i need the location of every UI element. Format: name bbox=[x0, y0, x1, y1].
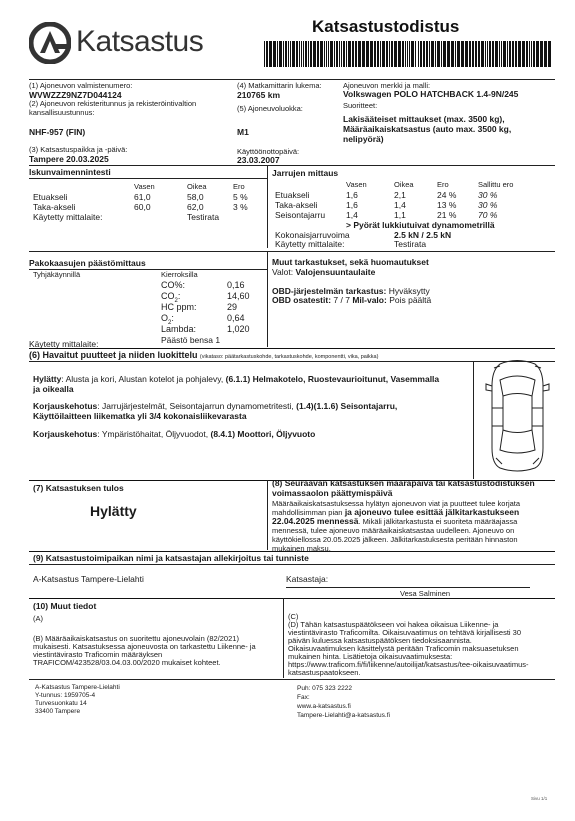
other-info-d7: katsastuspaatokseen. bbox=[288, 668, 361, 677]
other-info-a: (A) bbox=[33, 614, 43, 623]
purpose-line-3: nelipyörä) bbox=[343, 134, 384, 144]
next-text-4: mennessä, tulee ajoneuvo määräaikaiskatsastaa uudelleen. Ajoneuvo on bbox=[272, 526, 515, 535]
vin-label: (1) Ajoneuvon valmistenumero: bbox=[29, 81, 133, 90]
brakes-row-label: Etuakseli bbox=[275, 190, 310, 200]
footer-address bbox=[35, 684, 120, 716]
defects-title: (6) Havaitut puutteet ja niiden luokittelu bbox=[29, 350, 198, 360]
inspector-label: Katsastaja: bbox=[286, 574, 329, 584]
repair1-label: Korjauskehotus bbox=[33, 401, 98, 411]
lights-label: Valot: bbox=[272, 267, 294, 277]
intro-value: 23.03.2007 bbox=[237, 155, 280, 165]
emissions-row bbox=[161, 324, 196, 335]
emissions-idle: Tyhjäkäynnillä bbox=[33, 270, 81, 279]
emissions-row-sub: 2 bbox=[168, 319, 172, 326]
car-diagram bbox=[480, 356, 555, 476]
brakes-row-left: 1,6 bbox=[346, 200, 358, 210]
make-label: Ajoneuvon merkki ja malli: bbox=[343, 81, 431, 90]
alignment-title: Iskunvaimennintesti bbox=[29, 167, 111, 177]
other-info-b1: (B) Määräaikaiskatsastus on suoritettu ajoneuvolain (82/2021) bbox=[33, 634, 239, 643]
brakes-total-label: Kokonaisjarruvoima bbox=[275, 230, 350, 240]
defect-repair-2 bbox=[33, 429, 473, 439]
other-info-b3: viestintävirasto Traficomin määräyksen bbox=[33, 650, 163, 659]
intro-label: Käyttöönottopäivä: bbox=[237, 147, 300, 156]
footer-fax: Fax: bbox=[297, 694, 310, 701]
rejected-detail: (6.1.1) Helmakotelo, Ruostevaurioitunut, Vasemmalla bbox=[225, 374, 440, 384]
alignment-row-left: 61,0 bbox=[134, 192, 151, 202]
mil-label: Mil-valo: bbox=[352, 295, 387, 305]
brakes-row-allowed: 30 % bbox=[478, 190, 498, 200]
page-number: Sivu 1/1 bbox=[531, 796, 548, 801]
emissions-row-value: 14,60 bbox=[227, 291, 250, 301]
signature-place: A-Katsastus Tampere-Lielahti bbox=[33, 574, 144, 584]
emissions-fuel: Päästö bensa 1 bbox=[161, 335, 221, 345]
repair1-detail: (1.4)(1.1.6) Seisontajarru, bbox=[296, 401, 398, 411]
obd-tests-row bbox=[272, 295, 431, 305]
brakes-col-diff: Ero bbox=[437, 180, 449, 189]
brakes-total: 2.5 kN / 2.5 kN bbox=[394, 230, 452, 240]
footer-company: A-Katsastus Tampere-Lielahti bbox=[35, 684, 120, 691]
next-text-1: Määräaikaiskatsastuksessa hylätyn ajoneuvon viat ja puutteet tulee korjata bbox=[272, 499, 521, 508]
footer-city: 33400 Tampere bbox=[35, 708, 81, 715]
brand-name: Katsastus bbox=[76, 25, 204, 58]
brakes-col-allowed: Sallittu ero bbox=[478, 180, 514, 189]
alignment-row-left: 60,0 bbox=[134, 202, 151, 212]
other-info-d6: https://www.traficom.fi/fi/liikenne/autoilijat/katsastus/tee-oikaisuvaatimus- bbox=[288, 660, 529, 669]
brakes-device: Testirata bbox=[394, 239, 427, 249]
brakes-row-allowed: 70 % bbox=[478, 210, 498, 220]
obd-label: OBD-järjestelmän tarkastus: bbox=[272, 286, 387, 296]
brakes-row-right: 1,1 bbox=[394, 210, 406, 220]
alignment-row-diff: 5 % bbox=[233, 192, 248, 202]
katsastus-logo-icon bbox=[29, 22, 71, 64]
alignment-device: Testirata bbox=[187, 212, 220, 222]
next-text-2a: mahdollisimman pian bbox=[272, 508, 343, 517]
brakes-row-allowed: 30 % bbox=[478, 200, 498, 210]
emissions-row-suffix: : bbox=[171, 313, 174, 323]
rejected-detail-2: ja oikealla bbox=[33, 384, 74, 394]
defect-repair-1 bbox=[33, 401, 473, 421]
inspector-name: Vesa Salminen bbox=[400, 589, 451, 598]
lights-row bbox=[272, 267, 375, 277]
repair2-text: : Ympäristöhaitat, Öljyvuodot, bbox=[97, 429, 209, 439]
brakes-device-label: Käytetty mittalaite: bbox=[275, 239, 345, 249]
odo-value: 210765 km bbox=[237, 90, 281, 100]
repair2-detail: (8.4.1) Moottori, Öljyvuoto bbox=[210, 429, 316, 439]
odo-label: (4) Matkamittarin lukema: bbox=[237, 81, 322, 90]
other-info-d5: mukainen hinta. Lisätietoja oikaisuvaatimuksesta: bbox=[288, 652, 453, 661]
brakes-row-diff: 24 % bbox=[437, 190, 457, 200]
defect-rejected bbox=[33, 374, 473, 394]
barcode bbox=[264, 41, 554, 67]
other-info-d1: (D) Tähän katsastuspäätökseen voi hakea oikaisua Liikenne- ja bbox=[288, 620, 499, 629]
obd-tests-value: 7 / 7 bbox=[333, 295, 350, 305]
make-value: Volkswagen POLO HATCHBACK 1.4-9N/245 bbox=[343, 89, 519, 99]
footer-web[interactable]: www.a-katsastus.fi bbox=[297, 703, 351, 710]
emissions-row-value: 0,16 bbox=[227, 280, 245, 290]
alignment-row-right: 58,0 bbox=[187, 192, 204, 202]
vin-value: WVWZZZ9NZ7D044124 bbox=[29, 90, 122, 100]
brakes-row-label: Taka-akseli bbox=[275, 200, 318, 210]
alignment-row-label: Etuakseli bbox=[33, 192, 68, 202]
next-title-2: voimassaolon päättymispäivä bbox=[272, 488, 393, 498]
emissions-row-label: CO bbox=[161, 291, 175, 301]
repair2-label: Korjauskehotus bbox=[33, 429, 98, 439]
defects-title-note: (vikataso: päätarkastuskohde, tarkastuskohde, komponentti, vika, paikka) bbox=[199, 354, 379, 360]
emissions-row-sub: 2 bbox=[174, 297, 178, 304]
alignment-row-label: Taka-akseli bbox=[33, 202, 76, 212]
brakes-row-diff: 21 % bbox=[437, 210, 457, 220]
emissions-row-label: HC ppm: bbox=[161, 302, 197, 312]
obd-value: Hyväksytty bbox=[388, 286, 430, 296]
brakes-row-right: 1,4 bbox=[394, 200, 406, 210]
alignment-device-label: Käytetty mittalaite: bbox=[33, 212, 103, 222]
reg-label-2: kansallisuustunnus: bbox=[29, 108, 95, 117]
repair1-text: : Jarrujärjestelmät, Seisontajarrun dynamometritesti, bbox=[97, 401, 294, 411]
result-title: (7) Katsastuksen tulos bbox=[33, 483, 124, 493]
footer-contact bbox=[297, 684, 390, 720]
next-date: 22.04.2025 mennessä bbox=[272, 516, 359, 526]
alignment-col-right: Oikea bbox=[187, 182, 207, 191]
emissions-row-value: 0,64 bbox=[227, 313, 245, 323]
brakes-row-left: 1,6 bbox=[346, 190, 358, 200]
class-value: M1 bbox=[237, 127, 249, 137]
document-title: Katsastustodistus bbox=[312, 17, 460, 36]
place-value: Tampere 20.03.2025 bbox=[29, 154, 109, 164]
brand-logo bbox=[29, 22, 204, 64]
brakes-col-left: Vasen bbox=[346, 180, 367, 189]
alignment-row-diff: 3 % bbox=[233, 202, 248, 212]
lights-value: Valojensuuntaulaite bbox=[295, 267, 376, 277]
class-label: (5) Ajoneuvoluokka: bbox=[237, 104, 303, 113]
footer-phone: Puh: 075 323 2222 bbox=[297, 685, 352, 692]
footer-email[interactable]: Tampere-Lielahti@a-katsastus.fi bbox=[297, 712, 390, 719]
place-label: (3) Katsastuspaikka ja -päivä: bbox=[29, 145, 128, 154]
repair1-detail-2: Käyttöilaitteen liikematka yli 3/4 kokonaisliikevarasta bbox=[33, 411, 247, 421]
emissions-row-label: O bbox=[161, 313, 169, 323]
emissions-title: Pakokaasujen päästömittaus bbox=[29, 258, 146, 268]
other-info-d4: Oikaisuvaatimuksen käsittelystä peritään Traficomin maksuasetuksen bbox=[288, 644, 519, 653]
emissions-row-suffix: : bbox=[177, 291, 181, 301]
emissions-row-label: CO%: bbox=[161, 280, 186, 290]
reg-value: NHF-957 (FIN) bbox=[29, 127, 86, 137]
mil-value: Pois päältä bbox=[389, 295, 432, 305]
purpose-line-2: Määräaikaiskatsastus (auto max. 3500 kg, bbox=[343, 124, 512, 134]
other-info-b4: TRAFICOM/423528/03.04.03.00/2020 mukaiset kohteet. bbox=[33, 658, 221, 667]
rejected-text: : Alusta ja kori, Alustan kotelot ja pohjalevy, bbox=[61, 374, 224, 384]
emissions-row-value: 29 bbox=[227, 302, 238, 312]
alignment-col-left: Vasen bbox=[134, 182, 155, 191]
result-value: Hylätty bbox=[90, 503, 137, 519]
purpose-label: Suoritteet: bbox=[343, 101, 378, 110]
other-checks-title: Muut tarkastukset, sekä huomautukset bbox=[272, 257, 429, 267]
purpose-line-1: Lakisääteiset mittaukset (max. 3500 kg), bbox=[343, 114, 505, 124]
other-info-title: (10) Muut tiedot bbox=[33, 601, 97, 611]
brakes-note: > Pyörät lukkiutuivat dynamometrillä bbox=[346, 220, 495, 230]
other-info-b2: mukaisesti. Katsastuksessa ajoneuvosta on tarkastettu Liikenne- ja bbox=[33, 642, 256, 651]
next-text-5: käyttökiellossa 20.05.2025 jälkeen. Jälkitarkastuksesta peritään hinnaston bbox=[272, 535, 518, 544]
brakes-col-right: Oikea bbox=[394, 180, 414, 189]
other-info-d3: päivän kuluessa katsastuspäätöksen tiedoksisaannista. bbox=[288, 636, 472, 645]
reg-label: (2) Ajoneuvon rekisteritunnus ja rekisteröintivaltion bbox=[29, 99, 197, 108]
brakes-row-diff: 13 % bbox=[437, 200, 457, 210]
emissions-row-label: Lambda: bbox=[161, 324, 197, 334]
footer-ytunnus: Y-tunnus: 1959705-4 bbox=[35, 692, 96, 699]
emissions-row bbox=[161, 280, 185, 291]
brakes-title: Jarrujen mittaus bbox=[272, 168, 339, 178]
rejected-label: Hylätty bbox=[33, 374, 62, 384]
emissions-row bbox=[161, 302, 197, 313]
other-info-c: (C) bbox=[288, 612, 299, 621]
emissions-rpm: Kierroksilla bbox=[161, 270, 198, 279]
emissions-device-label: Käytetty mittalaite: bbox=[29, 339, 99, 349]
next-text-3 bbox=[272, 517, 517, 526]
obd-tests-label: OBD osatestit: bbox=[272, 295, 332, 305]
alignment-row-right: 62,0 bbox=[187, 202, 204, 212]
next-text-3b: . Mikäli jälkitarkastusta ei suoriteta määräajassa bbox=[358, 517, 518, 526]
next-text-6: mukainen maksu. bbox=[272, 544, 331, 553]
signature-title: (9) Katsastustoimipaikan nimi ja katsastajan allekirjoitus tai tunniste bbox=[33, 553, 309, 563]
emissions-row-value: 1,020 bbox=[227, 324, 250, 334]
brakes-row-right: 2,1 bbox=[394, 190, 406, 200]
other-info-d2: viestintävirasto Traficomilta. Oikaisuvaatimus on tehtävä kirjallisesti 30 bbox=[288, 628, 522, 637]
footer-street: Turvesuonkatu 14 bbox=[35, 700, 87, 707]
alignment-col-diff: Ero bbox=[233, 182, 245, 191]
next-title-1: (8) Seuraavan katsastuksen määräpäivä tai katsastustodistuksen bbox=[272, 478, 535, 488]
next-text-2b: ja ajoneuvo tulee esittää jälkitarkastukseen bbox=[342, 507, 520, 517]
brakes-row-label: Seisontajarru bbox=[275, 210, 326, 220]
brakes-row-left: 1,4 bbox=[346, 210, 358, 220]
